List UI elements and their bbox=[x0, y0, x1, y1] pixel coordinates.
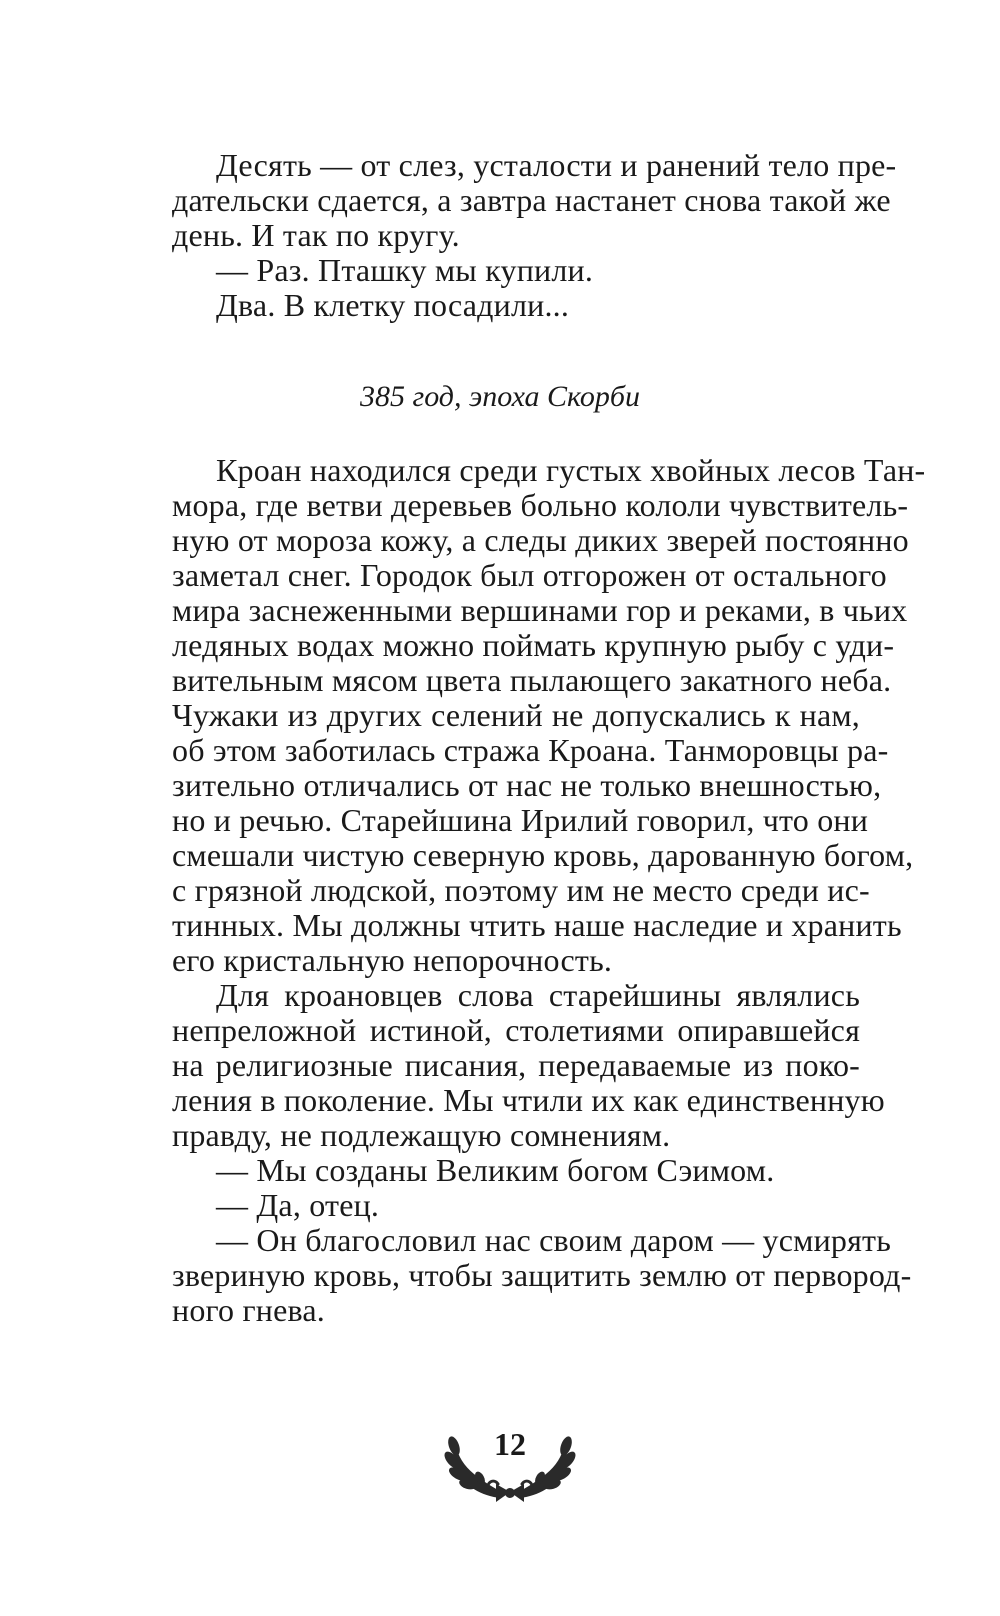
text-line: зительно отличались от нас не только внешностью, bbox=[172, 767, 882, 803]
text-line: с грязной людской, поэтому им не место среди ис- bbox=[172, 872, 870, 908]
text-line: вительным мясом цвета пылающего закатного неба. bbox=[172, 662, 892, 698]
text-line: на религиозные писания, передаваемые из поко- bbox=[172, 1047, 860, 1083]
chapter-heading: 385 год, эпоха Скорби bbox=[359, 380, 641, 413]
page-footer bbox=[430, 1420, 590, 1510]
text-line: об этом заботилась стража Кроана. Танморовцы ра- bbox=[172, 732, 889, 768]
page-number: 12 bbox=[494, 1426, 526, 1462]
text-line: дательски сдается, а завтра настанет снова такой же bbox=[172, 182, 891, 218]
text-line: его кристальную непорочность. bbox=[172, 942, 613, 978]
text-line: мира заснеженными вершинами гор и реками, в чьих bbox=[172, 592, 908, 628]
text-line: заметал снег. Городок был отгорожен от остального bbox=[172, 557, 887, 593]
text-line: Кроан находился среди густых хвойных лесов Тан- bbox=[216, 452, 926, 488]
text-line: звериную кровь, чтобы защитить землю от первород- bbox=[172, 1257, 912, 1293]
text-line: ного гнева. bbox=[172, 1292, 325, 1328]
text-line: ледяных водах можно поймать крупную рыбу с уди- bbox=[172, 627, 895, 663]
text-line: — Он благословил нас своим даром — усмирять bbox=[216, 1222, 891, 1258]
text-line: — Да, отец. bbox=[216, 1187, 380, 1223]
text-line: ления в поколение. Мы чтили их как единственную bbox=[172, 1082, 885, 1118]
text-line: — Раз. Пташку мы купили. bbox=[216, 252, 594, 288]
text-line: день. И так по кругу. bbox=[172, 217, 460, 253]
text-line: мора, где ветви деревьев больно кололи чувствитель- bbox=[172, 487, 909, 523]
text-line: Десять — от слез, усталости и ранений тело пре- bbox=[216, 147, 897, 183]
text-line: Для кроановцев слова старейшины являлись bbox=[216, 977, 860, 1013]
text-line: непреложной истиной, столетиями опиравшейся bbox=[172, 1012, 860, 1048]
text-line: Два. В клетку посадили... bbox=[216, 287, 570, 323]
text-line: правду, не подлежащую сомнениям. bbox=[172, 1117, 671, 1153]
text-line: ную от мороза кожу, а следы диких зверей постоянно bbox=[172, 522, 909, 558]
text-line: Чужаки из других селений не допускались к нам, bbox=[172, 697, 860, 733]
text-line: — Мы созданы Великим богом Сэимом. bbox=[216, 1152, 775, 1188]
text-line: тинных. Мы должны чтить наше наследие и хранить bbox=[172, 907, 902, 943]
text-line: но и речью. Старейшина Ирилий говорил, что они bbox=[172, 802, 869, 838]
text-line: смешали чистую северную кровь, дарованную богом, bbox=[172, 837, 914, 873]
